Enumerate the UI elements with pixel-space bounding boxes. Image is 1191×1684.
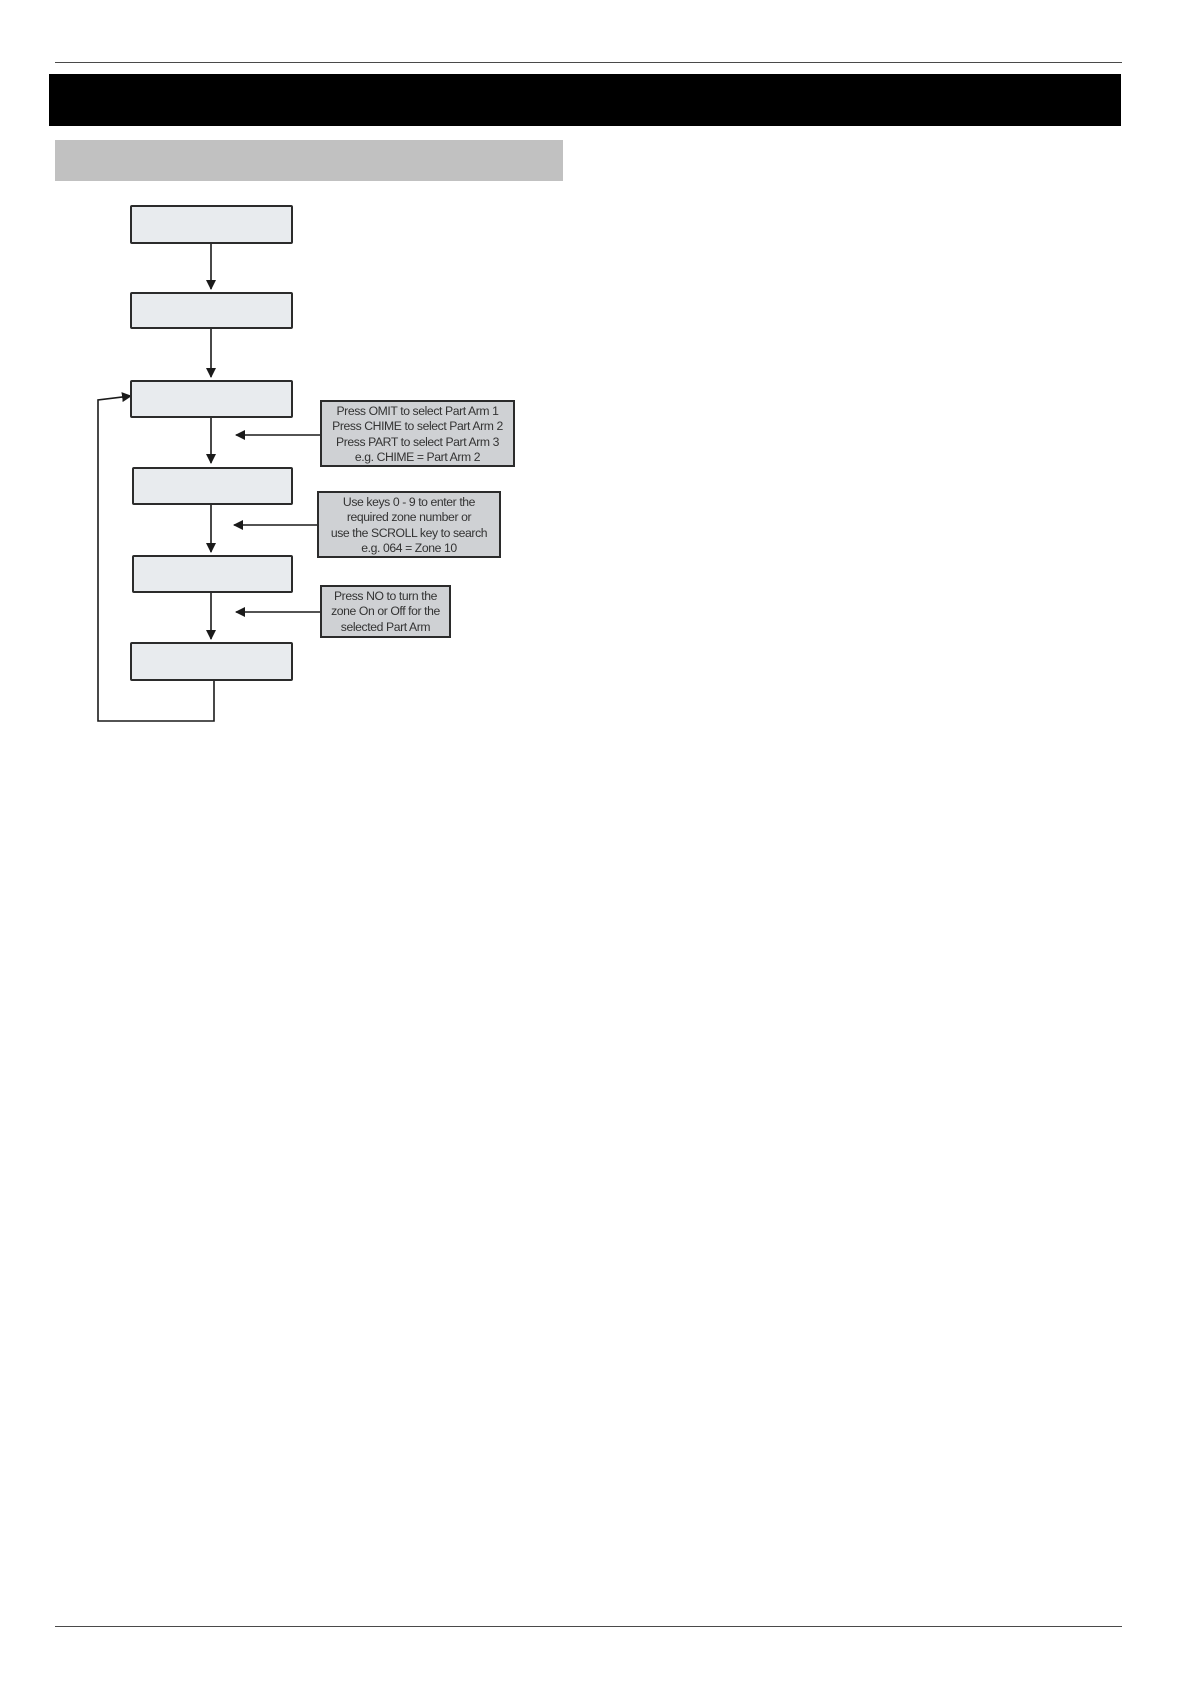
note-1-line-4: e.g. CHIME = Part Arm 2 bbox=[354, 449, 481, 464]
flow-step-5 bbox=[132, 555, 293, 593]
footer-rule bbox=[55, 1626, 1122, 1627]
note-1-line-1: Press OMIT to select Part Arm 1 bbox=[336, 404, 499, 418]
note-1-line-3: Press PART to select Part Arm 3 bbox=[335, 434, 500, 449]
note-part-arm-select bbox=[320, 400, 515, 467]
flow-step-3 bbox=[130, 380, 293, 418]
note-3-line-3: selected Part Arm bbox=[340, 619, 431, 634]
note-2-line-1: Use keys 0 - 9 to enter the bbox=[342, 495, 476, 509]
note-3-line-1: Press NO to turn the bbox=[333, 589, 438, 603]
note-1-line-2: Press CHIME to select Part Arm 2 bbox=[332, 419, 503, 434]
note-2-line-3: use the SCROLL key to search bbox=[330, 525, 488, 540]
flow-step-2 bbox=[130, 292, 293, 329]
note-toggle-zone bbox=[320, 585, 451, 638]
flow-step-4 bbox=[132, 467, 293, 505]
flow-step-1 bbox=[130, 205, 293, 244]
note-zone-number bbox=[317, 491, 501, 558]
note-2-line-2: required zone number or bbox=[346, 510, 472, 525]
note-2-line-4: e.g. 064 = Zone 10 bbox=[361, 540, 457, 555]
note-3-line-2: zone On or Off for the bbox=[331, 604, 440, 619]
flow-step-6 bbox=[130, 642, 293, 681]
